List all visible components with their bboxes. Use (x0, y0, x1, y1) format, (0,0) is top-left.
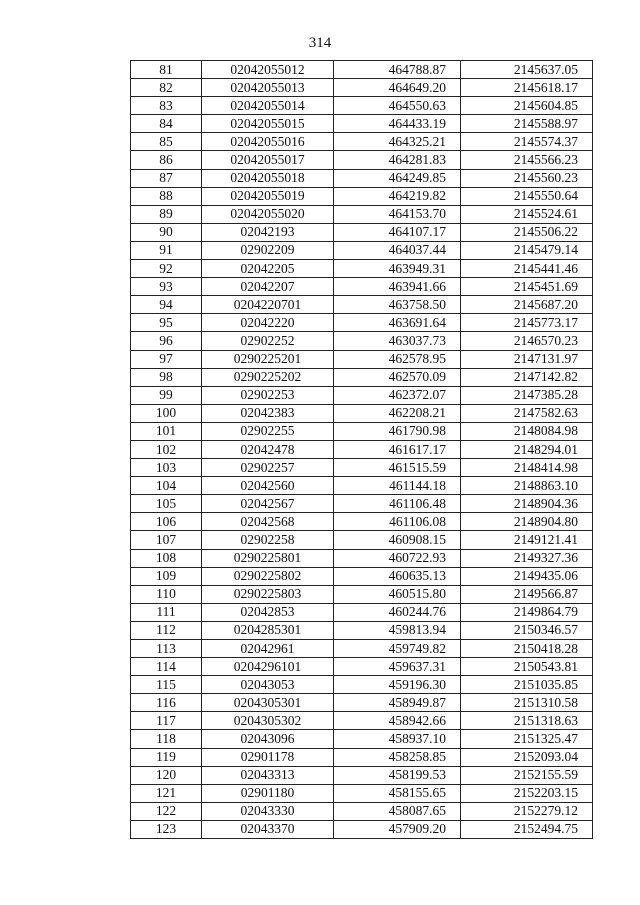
table-row (131, 187, 593, 205)
point-code-cell: 02042055017 (202, 151, 334, 169)
point-code-cell: 02042055018 (202, 169, 334, 187)
x-coordinate-cell: 463037.73 (334, 332, 461, 350)
point-code-cell: 02042055019 (202, 187, 334, 205)
x-coordinate-cell: 463691.64 (334, 314, 461, 332)
y-coordinate-cell: 2148084.98 (461, 422, 593, 440)
x-coordinate-cell: 460722.93 (334, 549, 461, 567)
point-number-cell: 102 (131, 440, 202, 458)
y-coordinate-cell: 2145637.05 (461, 61, 593, 79)
x-coordinate-cell: 464249.85 (334, 169, 461, 187)
y-coordinate-cell: 2151325.47 (461, 730, 593, 748)
y-coordinate-cell: 2149121.41 (461, 531, 593, 549)
x-coordinate-cell: 461106.08 (334, 513, 461, 531)
y-coordinate-cell: 2145560.23 (461, 169, 593, 187)
point-code-cell: 02042055014 (202, 97, 334, 115)
table-row (131, 802, 593, 820)
point-code-cell: 0204220701 (202, 296, 334, 314)
point-number-cell: 106 (131, 513, 202, 531)
point-code-cell: 02042478 (202, 440, 334, 458)
y-coordinate-cell: 2151035.85 (461, 676, 593, 694)
point-code-cell: 02042055016 (202, 133, 334, 151)
point-number-cell: 116 (131, 694, 202, 712)
point-code-cell: 02902258 (202, 531, 334, 549)
x-coordinate-cell: 461144.18 (334, 477, 461, 495)
point-number-cell: 114 (131, 658, 202, 676)
point-number-cell: 121 (131, 784, 202, 802)
point-number-cell: 103 (131, 459, 202, 477)
point-number-cell: 100 (131, 404, 202, 422)
point-code-cell: 0290225803 (202, 585, 334, 603)
x-coordinate-cell: 457909.20 (334, 820, 461, 838)
y-coordinate-cell: 2151318.63 (461, 712, 593, 730)
y-coordinate-cell: 2152155.59 (461, 766, 593, 784)
table-row (131, 368, 593, 386)
table-row (131, 422, 593, 440)
table-row (131, 676, 593, 694)
y-coordinate-cell: 2147582.63 (461, 404, 593, 422)
table-row (131, 386, 593, 404)
y-coordinate-cell: 2149566.87 (461, 585, 593, 603)
y-coordinate-cell: 2152279.12 (461, 802, 593, 820)
point-code-cell: 0290225801 (202, 549, 334, 567)
y-coordinate-cell: 2147385.28 (461, 386, 593, 404)
y-coordinate-cell: 2151310.58 (461, 694, 593, 712)
table-row (131, 585, 593, 603)
y-coordinate-cell: 2152494.75 (461, 820, 593, 838)
point-code-cell: 02901178 (202, 748, 334, 766)
x-coordinate-cell: 458937.10 (334, 730, 461, 748)
point-code-cell: 02042961 (202, 640, 334, 658)
table-row (131, 658, 593, 676)
y-coordinate-cell: 2145550.64 (461, 187, 593, 205)
table-row (131, 820, 593, 838)
x-coordinate-cell: 464281.83 (334, 151, 461, 169)
y-coordinate-cell: 2145588.97 (461, 115, 593, 133)
table-row (131, 133, 593, 151)
point-number-cell: 119 (131, 748, 202, 766)
point-code-cell: 02042055013 (202, 79, 334, 97)
x-coordinate-cell: 461515.59 (334, 459, 461, 477)
x-coordinate-cell: 458155.65 (334, 784, 461, 802)
point-number-cell: 107 (131, 531, 202, 549)
y-coordinate-cell: 2145524.61 (461, 205, 593, 223)
table-row (131, 241, 593, 259)
point-code-cell: 02042220 (202, 314, 334, 332)
point-number-cell: 110 (131, 585, 202, 603)
x-coordinate-cell: 458942.66 (334, 712, 461, 730)
x-coordinate-cell: 460908.15 (334, 531, 461, 549)
point-code-cell: 02902255 (202, 422, 334, 440)
table-row (131, 314, 593, 332)
y-coordinate-cell: 2147131.97 (461, 350, 593, 368)
x-coordinate-cell: 464219.82 (334, 187, 461, 205)
y-coordinate-cell: 2149864.79 (461, 603, 593, 621)
y-coordinate-cell: 2150543.81 (461, 658, 593, 676)
point-number-cell: 94 (131, 296, 202, 314)
x-coordinate-cell: 461790.98 (334, 422, 461, 440)
point-code-cell: 0290225201 (202, 350, 334, 368)
x-coordinate-cell: 459813.94 (334, 621, 461, 639)
point-code-cell: 02042383 (202, 404, 334, 422)
point-number-cell: 97 (131, 350, 202, 368)
point-code-cell: 02043096 (202, 730, 334, 748)
x-coordinate-cell: 461106.48 (334, 495, 461, 513)
point-code-cell: 02042567 (202, 495, 334, 513)
coordinates-table-body (131, 61, 593, 839)
y-coordinate-cell: 2145604.85 (461, 97, 593, 115)
point-code-cell: 0204305301 (202, 694, 334, 712)
x-coordinate-cell: 464649.20 (334, 79, 461, 97)
y-coordinate-cell: 2148863.10 (461, 477, 593, 495)
point-code-cell: 0204296101 (202, 658, 334, 676)
point-number-cell: 84 (131, 115, 202, 133)
point-code-cell: 02902252 (202, 332, 334, 350)
x-coordinate-cell: 462208.21 (334, 404, 461, 422)
table-row (131, 712, 593, 730)
point-code-cell: 02042560 (202, 477, 334, 495)
point-code-cell: 0204285301 (202, 621, 334, 639)
point-code-cell: 02043330 (202, 802, 334, 820)
x-coordinate-cell: 459637.31 (334, 658, 461, 676)
y-coordinate-cell: 2148414.98 (461, 459, 593, 477)
y-coordinate-cell: 2152203.15 (461, 784, 593, 802)
x-coordinate-cell: 464788.87 (334, 61, 461, 79)
point-number-cell: 83 (131, 97, 202, 115)
point-number-cell: 111 (131, 603, 202, 621)
x-coordinate-cell: 458087.65 (334, 802, 461, 820)
point-number-cell: 105 (131, 495, 202, 513)
y-coordinate-cell: 2148294.01 (461, 440, 593, 458)
table-row (131, 278, 593, 296)
point-code-cell: 02042055015 (202, 115, 334, 133)
point-code-cell: 02042055012 (202, 61, 334, 79)
point-number-cell: 109 (131, 567, 202, 585)
y-coordinate-cell: 2150346.57 (461, 621, 593, 639)
y-coordinate-cell: 2152093.04 (461, 748, 593, 766)
y-coordinate-cell: 2148904.36 (461, 495, 593, 513)
y-coordinate-cell: 2145441.46 (461, 260, 593, 278)
x-coordinate-cell: 463949.31 (334, 260, 461, 278)
point-number-cell: 112 (131, 621, 202, 639)
point-number-cell: 122 (131, 802, 202, 820)
table-row (131, 513, 593, 531)
point-number-cell: 81 (131, 61, 202, 79)
table-row (131, 495, 593, 513)
table-row (131, 603, 593, 621)
x-coordinate-cell: 461617.17 (334, 440, 461, 458)
y-coordinate-cell: 2145479.14 (461, 241, 593, 259)
x-coordinate-cell: 459196.30 (334, 676, 461, 694)
table-row (131, 766, 593, 784)
point-code-cell: 02042205 (202, 260, 334, 278)
point-number-cell: 86 (131, 151, 202, 169)
point-code-cell: 02043370 (202, 820, 334, 838)
table-row (131, 61, 593, 79)
y-coordinate-cell: 2149327.36 (461, 549, 593, 567)
x-coordinate-cell: 462578.95 (334, 350, 461, 368)
table-row (131, 531, 593, 549)
table-row (131, 477, 593, 495)
table-row (131, 115, 593, 133)
point-number-cell: 91 (131, 241, 202, 259)
x-coordinate-cell: 459749.82 (334, 640, 461, 658)
x-coordinate-cell: 464550.63 (334, 97, 461, 115)
point-code-cell: 02042568 (202, 513, 334, 531)
point-code-cell: 02902257 (202, 459, 334, 477)
table-row (131, 549, 593, 567)
y-coordinate-cell: 2145687.20 (461, 296, 593, 314)
point-number-cell: 89 (131, 205, 202, 223)
x-coordinate-cell: 458949.87 (334, 694, 461, 712)
x-coordinate-cell: 464037.44 (334, 241, 461, 259)
page-number: 314 (308, 35, 332, 51)
x-coordinate-cell: 458199.53 (334, 766, 461, 784)
point-number-cell: 96 (131, 332, 202, 350)
point-number-cell: 93 (131, 278, 202, 296)
point-number-cell: 123 (131, 820, 202, 838)
y-coordinate-cell: 2145773.17 (461, 314, 593, 332)
y-coordinate-cell: 2145451.69 (461, 278, 593, 296)
table-row (131, 151, 593, 169)
table-row (131, 440, 593, 458)
point-number-cell: 82 (131, 79, 202, 97)
x-coordinate-cell: 464153.70 (334, 205, 461, 223)
table-row (131, 296, 593, 314)
table-row (131, 784, 593, 802)
y-coordinate-cell: 2150418.28 (461, 640, 593, 658)
table-row (131, 567, 593, 585)
point-code-cell: 02043313 (202, 766, 334, 784)
table-row (131, 748, 593, 766)
point-code-cell: 02902209 (202, 241, 334, 259)
y-coordinate-cell: 2146570.23 (461, 332, 593, 350)
x-coordinate-cell: 463758.50 (334, 296, 461, 314)
table-row (131, 621, 593, 639)
point-number-cell: 98 (131, 368, 202, 386)
coordinates-table (130, 60, 593, 839)
point-number-cell: 85 (131, 133, 202, 151)
x-coordinate-cell: 464433.19 (334, 115, 461, 133)
x-coordinate-cell: 458258.85 (334, 748, 461, 766)
table-row (131, 79, 593, 97)
table-row (131, 169, 593, 187)
x-coordinate-cell: 463941.66 (334, 278, 461, 296)
point-code-cell: 02902253 (202, 386, 334, 404)
x-coordinate-cell: 464107.17 (334, 223, 461, 241)
y-coordinate-cell: 2145506.22 (461, 223, 593, 241)
point-code-cell: 02042055020 (202, 205, 334, 223)
table-row (131, 223, 593, 241)
table-row (131, 332, 593, 350)
x-coordinate-cell: 462570.09 (334, 368, 461, 386)
y-coordinate-cell: 2148904.80 (461, 513, 593, 531)
table-row (131, 730, 593, 748)
point-number-cell: 117 (131, 712, 202, 730)
point-code-cell: 02901180 (202, 784, 334, 802)
y-coordinate-cell: 2145618.17 (461, 79, 593, 97)
point-number-cell: 87 (131, 169, 202, 187)
point-code-cell: 02042853 (202, 603, 334, 621)
point-code-cell: 0204305302 (202, 712, 334, 730)
table-row (131, 205, 593, 223)
table-row (131, 694, 593, 712)
point-number-cell: 104 (131, 477, 202, 495)
point-number-cell: 88 (131, 187, 202, 205)
y-coordinate-cell: 2145566.23 (461, 151, 593, 169)
point-code-cell: 02043053 (202, 676, 334, 694)
y-coordinate-cell: 2145574.37 (461, 133, 593, 151)
x-coordinate-cell: 462372.07 (334, 386, 461, 404)
y-coordinate-cell: 2149435.06 (461, 567, 593, 585)
x-coordinate-cell: 464325.21 (334, 133, 461, 151)
point-number-cell: 90 (131, 223, 202, 241)
table-row (131, 350, 593, 368)
x-coordinate-cell: 460244.76 (334, 603, 461, 621)
point-number-cell: 95 (131, 314, 202, 332)
x-coordinate-cell: 460635.13 (334, 567, 461, 585)
y-coordinate-cell: 2147142.82 (461, 368, 593, 386)
point-code-cell: 0290225202 (202, 368, 334, 386)
table-row (131, 260, 593, 278)
point-number-cell: 115 (131, 676, 202, 694)
table-row (131, 97, 593, 115)
table-row (131, 459, 593, 477)
point-code-cell: 0290225802 (202, 567, 334, 585)
table-row (131, 640, 593, 658)
x-coordinate-cell: 460515.80 (334, 585, 461, 603)
point-number-cell: 108 (131, 549, 202, 567)
point-number-cell: 118 (131, 730, 202, 748)
point-number-cell: 92 (131, 260, 202, 278)
point-code-cell: 02042193 (202, 223, 334, 241)
point-number-cell: 113 (131, 640, 202, 658)
table-row (131, 404, 593, 422)
point-number-cell: 120 (131, 766, 202, 784)
point-code-cell: 02042207 (202, 278, 334, 296)
point-number-cell: 99 (131, 386, 202, 404)
point-number-cell: 101 (131, 422, 202, 440)
